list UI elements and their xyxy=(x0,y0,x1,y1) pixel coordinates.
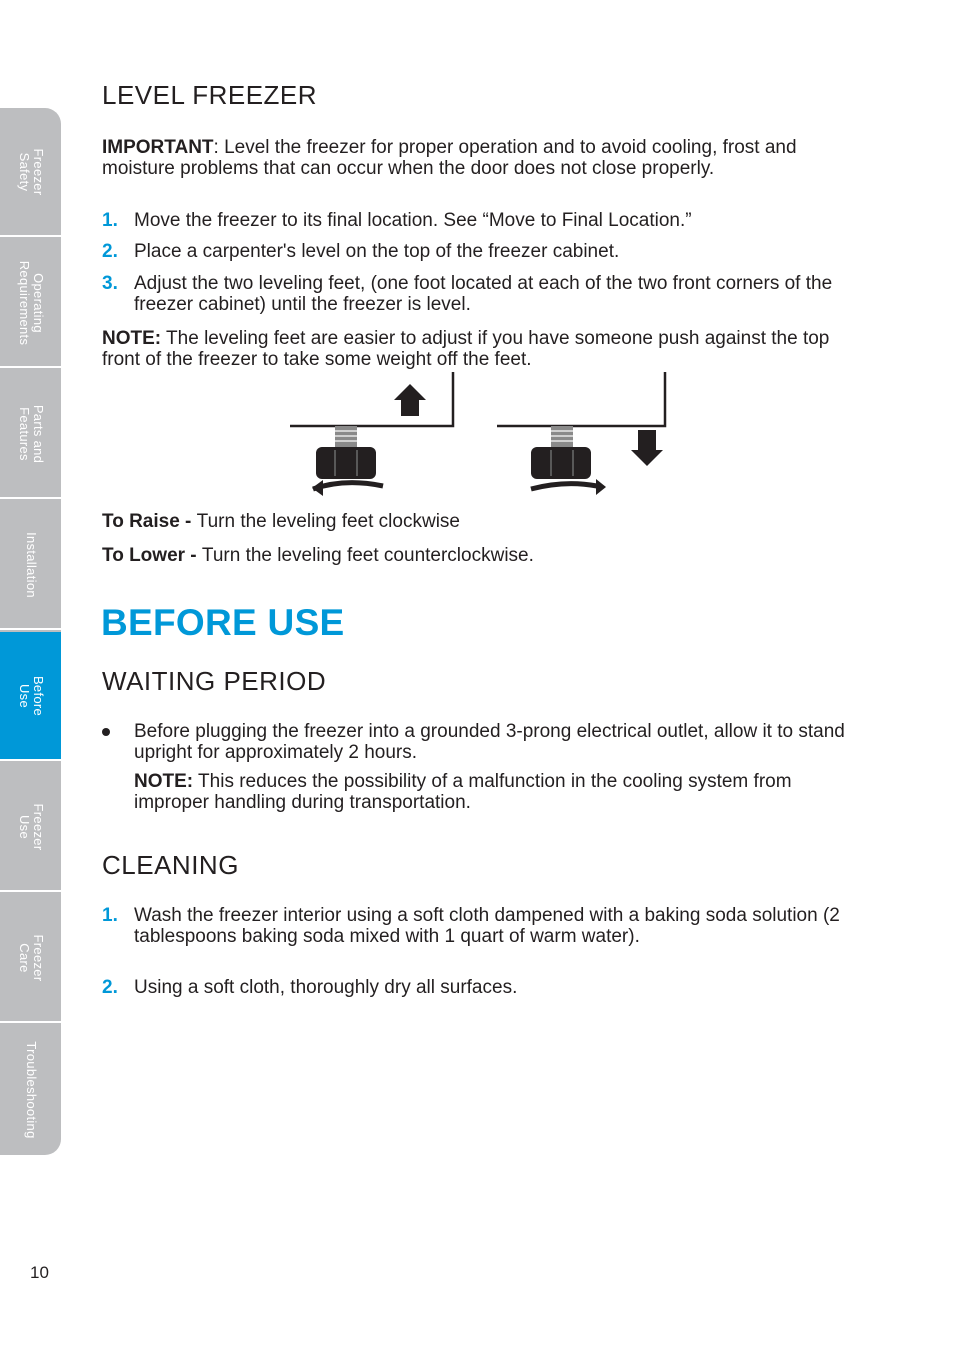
tab-label: Freezer Safety xyxy=(16,148,46,195)
tab-operating-requirements[interactable] xyxy=(0,239,61,368)
lower-label: To Lower - xyxy=(102,545,202,566)
bullet-text: Before plugging the freezer into a grounded 3-prong electrical outlet, allow it to stand upright for approximately 2 hours. xyxy=(134,721,845,763)
step-text: Using a soft cloth, thoroughly dry all surfaces. xyxy=(134,977,518,998)
tab-label: Operating Requirements xyxy=(16,260,46,345)
clockwise-arrow-icon xyxy=(313,483,383,489)
waiting-bullet xyxy=(102,722,862,763)
tab-freezer-care[interactable] xyxy=(0,894,61,1023)
leveling-foot-icon xyxy=(316,426,376,479)
important-paragraph xyxy=(102,138,862,179)
section-tabs xyxy=(0,108,61,1155)
tab-label: Troubleshooting xyxy=(23,1040,39,1139)
waiting-period-heading: WAITING PERIOD xyxy=(102,666,327,696)
tab-label: Freezer Use xyxy=(16,803,46,850)
tab-installation[interactable] xyxy=(0,501,61,630)
cabinet-corner-right xyxy=(497,372,665,426)
important-label: IMPORTANT xyxy=(102,137,214,158)
note-text: This reduces the possibility of a malfunction in the cooling system from improper handling during transportation. xyxy=(134,771,792,813)
cleaning-step-1 xyxy=(102,906,862,947)
tab-freezer-safety[interactable] xyxy=(0,108,61,237)
tab-parts-and-features[interactable] xyxy=(0,370,61,499)
step-text: Wash the freezer interior using a soft cloth dampened with a baking soda solution (2 tablespoons baking soda mixed with 1 quart of warm water). xyxy=(134,905,840,947)
step-text: Move the freezer to its final location. See “Move to Final Location.” xyxy=(134,210,692,231)
leveling-note xyxy=(102,329,862,370)
before-use-heading: BEFORE USE xyxy=(101,602,345,643)
cleaning-step-2 xyxy=(102,978,862,999)
tab-freezer-use[interactable] xyxy=(0,763,61,892)
tab-label: Installation xyxy=(23,531,39,598)
leveling-foot-icon xyxy=(531,426,591,479)
counterclockwise-arrow-icon xyxy=(531,484,597,489)
level-step-1 xyxy=(102,211,862,232)
tab-label: Freezer Care xyxy=(16,934,46,981)
waiting-note xyxy=(134,772,854,813)
tab-label: Before Use xyxy=(16,675,46,716)
step-number: 2. xyxy=(102,977,118,998)
raise-text: Turn the leveling feet clockwise xyxy=(196,511,460,532)
level-freezer-heading: LEVEL FREEZER xyxy=(102,80,318,110)
tab-troubleshooting[interactable] xyxy=(0,1025,61,1154)
to-raise-line xyxy=(102,512,862,533)
up-arrow-icon xyxy=(394,384,426,416)
step-number: 1. xyxy=(102,905,118,926)
step-text: Adjust the two leveling feet, (one foot located at each of the two front corners of the freezer cabinet) until the freezer is level. xyxy=(134,273,833,315)
page-number: 10 xyxy=(30,1263,49,1282)
note-label: NOTE: xyxy=(102,328,162,349)
raise-label: To Raise - xyxy=(102,511,197,532)
tab-label: Parts and Features xyxy=(16,404,46,463)
step-number: 2. xyxy=(102,241,118,262)
to-lower-line xyxy=(102,546,862,567)
leveling-feet-illustration xyxy=(285,370,685,500)
lower-text: Turn the leveling feet counterclockwise. xyxy=(201,545,534,566)
down-arrow-icon xyxy=(631,430,663,466)
level-step-3 xyxy=(102,274,862,315)
tab-before-use[interactable] xyxy=(0,632,61,761)
bullet-icon xyxy=(102,728,110,736)
step-number: 1. xyxy=(102,210,118,231)
step-text: Place a carpenter's level on the top of the freezer cabinet. xyxy=(134,241,620,262)
cleaning-heading: CLEANING xyxy=(102,850,239,880)
level-step-2 xyxy=(102,242,862,263)
step-number: 3. xyxy=(102,273,118,294)
note-text: The leveling feet are easier to adjust if you have someone push against the top front of the freezer to take some weight off the feet. xyxy=(102,328,830,370)
important-text: : Level the freezer for proper operation and to avoid cooling, frost and moisture problems that can occur when the door does not close properly. xyxy=(102,137,797,179)
note-label: NOTE: xyxy=(134,771,194,792)
cabinet-corner-left xyxy=(290,372,453,426)
